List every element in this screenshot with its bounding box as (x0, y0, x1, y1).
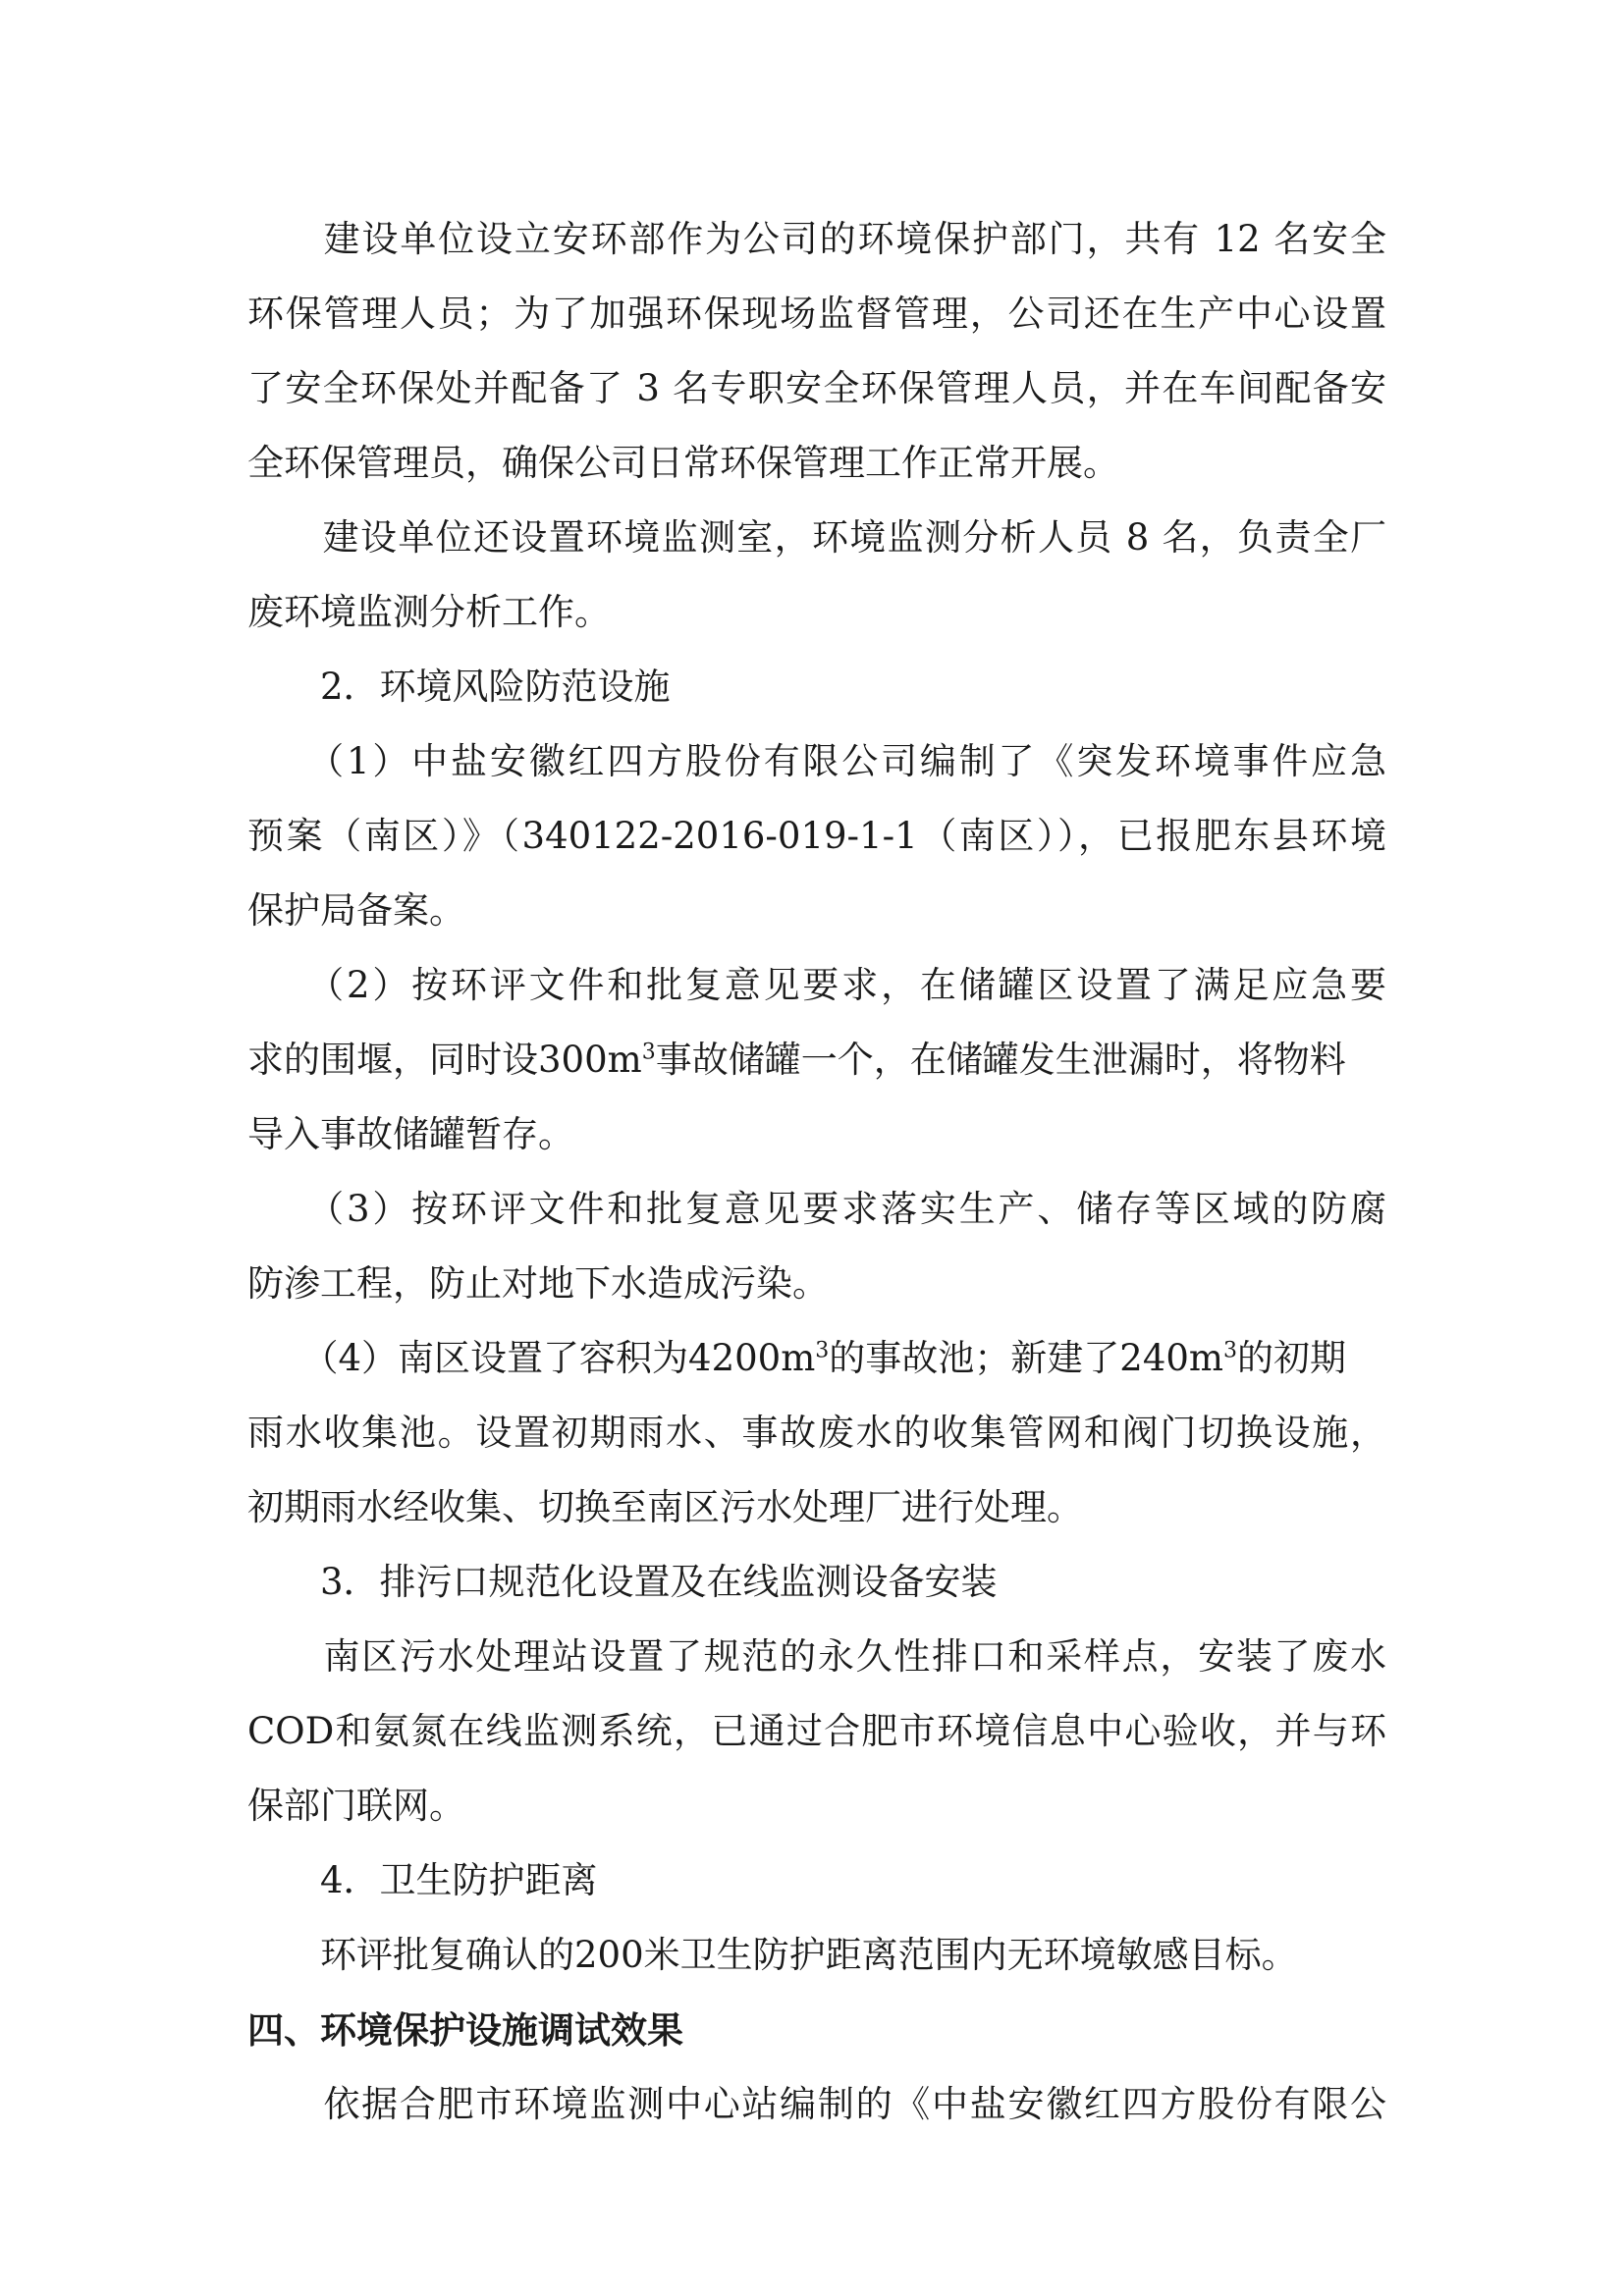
paragraph-line-21: COD和氨氮在线监测系统，已通过合肥市环境信息中心验收，并与环 (247, 1710, 1386, 1752)
paragraph-line-12 (247, 1037, 1386, 1084)
section-heading-4: 4．卫生防护距离 (247, 1859, 598, 1901)
paragraph-line-26: 依据合肥市环境监测中心站编制的《中盐安徽红四方股份有限公 (247, 2083, 1386, 2125)
paragraph-line-4: 全环保管理员，确保公司日常环保管理工作正常开展。 (247, 442, 1119, 484)
paragraph-line-17: 雨水收集池。设置初期雨水、事故废水的收集管网和阀门切换设施， (247, 1412, 1386, 1454)
line12-superscript: 3 (641, 1040, 656, 1065)
paragraph-line-15: 防渗工程，防止对地下水造成污染。 (247, 1262, 829, 1305)
paragraph-line-3: 了安全环保处并配备了 3 名专职安全环保管理人员，并在车间配备安 (247, 367, 1386, 409)
line16-text: （4）南区设置了容积为4200m (247, 1337, 816, 1379)
paragraph-line-9: 预案（南区）》（340122-2016-019-1-1（南区）），已报肥东县环境 (247, 815, 1386, 857)
line16-superscript-2: 3 (1223, 1338, 1238, 1363)
paragraph-line-24: 环评批复确认的200米卫生防护距离范围内无环境敏感目标。 (247, 1934, 1298, 1976)
paragraph-line-2: 环保管理人员；为了加强环保现场监督管理，公司还在生产中心设置 (247, 293, 1386, 335)
chapter-heading: 四、环境保护设施调试效果 (247, 2008, 683, 2052)
paragraph-line-10: 保护局备案。 (247, 889, 465, 932)
section-heading-2: 2．环境风险防范设施 (247, 666, 671, 708)
paragraph-line-18: 初期雨水经收集、切换至南区污水处理厂进行处理。 (247, 1486, 1083, 1528)
section-heading-3: 3．排污口规范化设置及在线监测设备安装 (247, 1561, 998, 1603)
paragraph-line-8: （1）中盐安徽红四方股份有限公司编制了《突发环境事件应急 (247, 740, 1386, 782)
paragraph-line-14: （3）按环评文件和批复意见要求落实生产、储存等区域的防腐 (247, 1188, 1386, 1230)
paragraph-line-11: （2）按环评文件和批复意见要求，在储罐区设置了满足应急要 (247, 964, 1386, 1006)
paragraph-line-6: 废环境监测分析工作。 (247, 591, 611, 633)
paragraph-line-5: 建设单位还设置环境监测室，环境监测分析人员 8 名，负责全厂 (247, 516, 1386, 559)
line16-tail: 的初期 (1237, 1337, 1347, 1379)
paragraph-line-20: 南区污水处理站设置了规范的永久性排口和采样点，安装了废水 (247, 1635, 1386, 1678)
line16-mid: 的事故池；新建了240m (829, 1337, 1224, 1379)
line12-text: 求的围堰，同时设300m (247, 1039, 642, 1081)
line16-superscript-1: 3 (815, 1338, 830, 1363)
paragraph-line-1: 建设单位设立安环部作为公司的环境保护部门，共有 12 名安全 (247, 218, 1386, 260)
paragraph-line-22: 保部门联网。 (247, 1785, 465, 1827)
line12-tail: 事故储罐一个，在储罐发生泄漏时，将物料 (655, 1039, 1346, 1081)
paragraph-line-13: 导入事故储罐暂存。 (247, 1113, 574, 1155)
paragraph-line-16 (247, 1335, 1386, 1382)
